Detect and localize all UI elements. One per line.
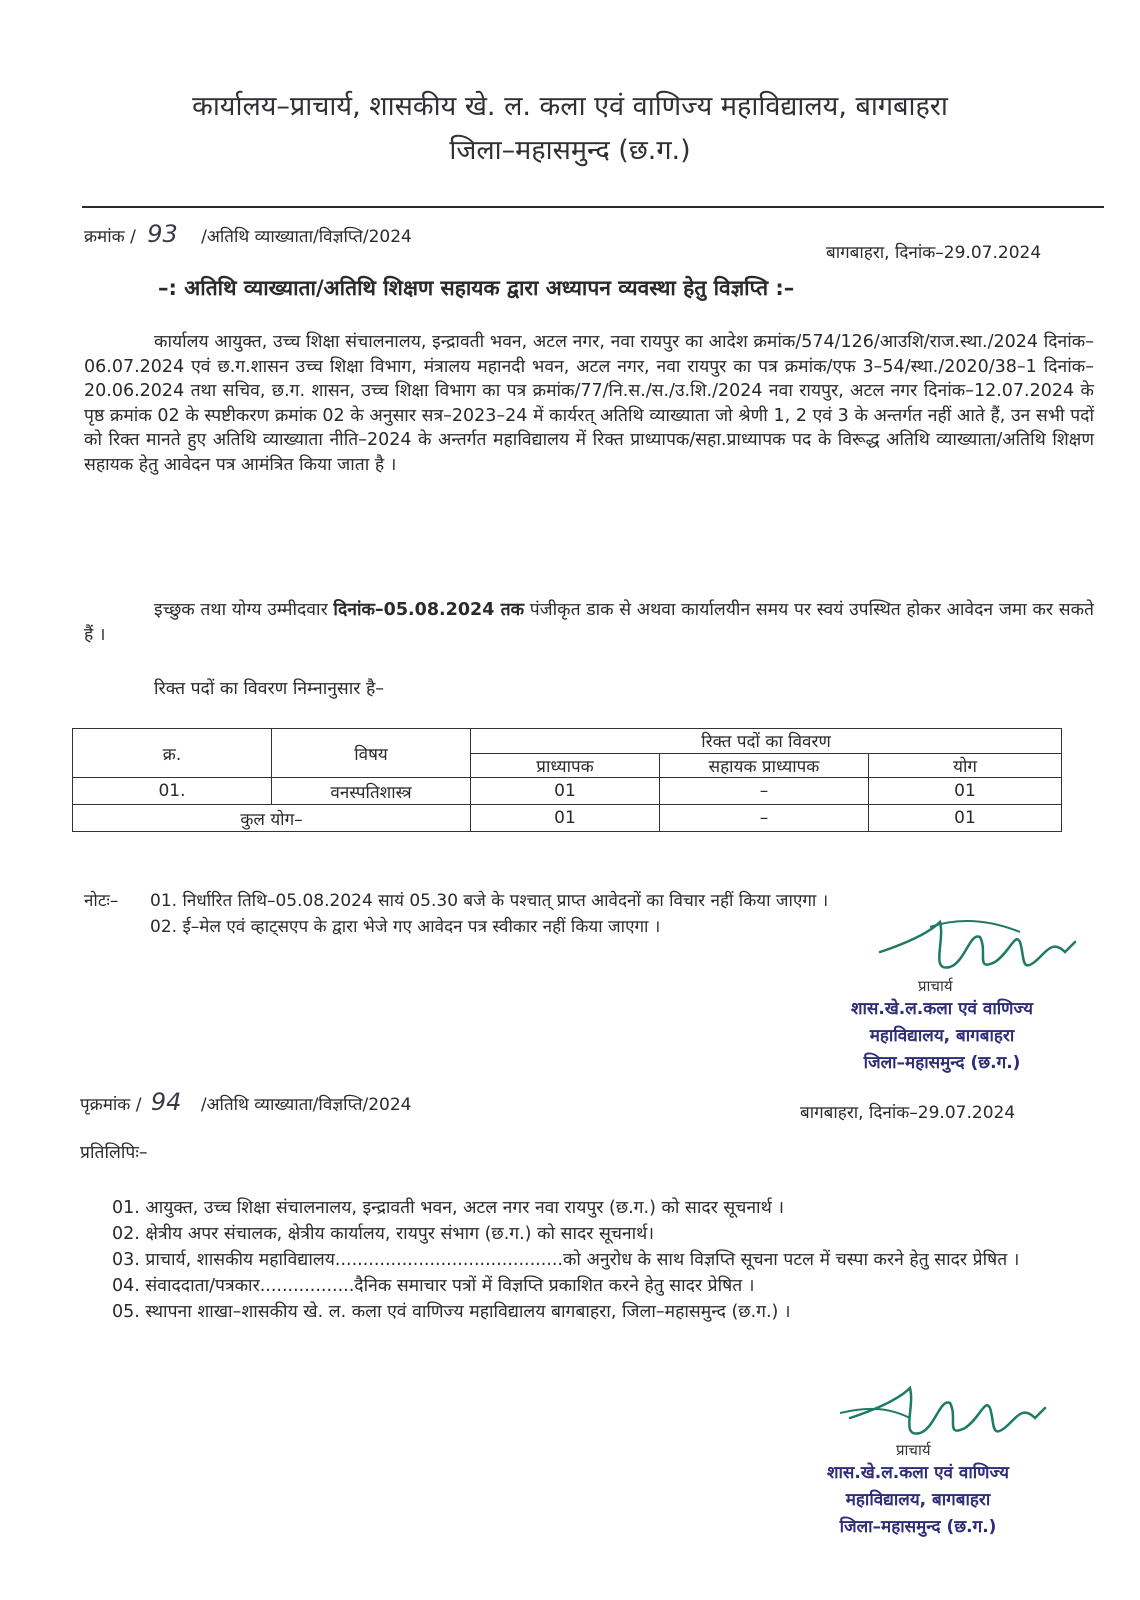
application-deadline-paragraph: इच्छुक तथा योग्य उम्मीदवार दिनांक–05.08.2024 तक पंजीकृत डाक से अथवा कार्यालयीन समय पर स्वयं उपस्थित होकर आवेदन जमा कर सकते हैं । [84,600,1094,645]
header-vacancy-details: रिक्त पदों का विवरण [471,729,1062,754]
ref2-prefix: पृक्रमांक / [80,1095,142,1115]
header-professor: प्राध्यापक [471,753,660,778]
table-total-row [73,805,1062,832]
principal-title: प्राचार्य [896,1441,931,1459]
header-sno: क्र. [73,729,272,778]
ref2-suffix: /अतिथि व्याख्याता/विज्ञप्ति/2024 [200,1095,412,1115]
college-stamp: शास.खे.ल.कला एवं वाणिज्य महाविद्यालय, बागबाहरा जिला–महासमुन्द (छ.ग.) [826,1463,1010,1537]
header-divider [82,206,1104,208]
vacancy-table [72,728,1062,832]
paragraph-1-text: कार्यालय आयुक्त, उच्च शिक्षा संचालनालय, इन्द्रावती भवन, अटल नगर, नवा रायपुर का आदेश क्रमांक/574/126/आउशि/राज.स्था./2024 दिनांक–06.07.2024 एवं छ.ग.शासन उच्च शिक्षा विभाग, मंत्रालय महानदी भवन, अटल नगर, नवा रायपुर का पत्र क्रमांक/एफ 3–54/स्था./2020/38–1 दिनांक–20.06.2024 तथा सचिव, छ.ग. शासन, उच्च शिक्षा विभाग का पत्र क्रमांक/77/नि.स./स./उ.शि./2024 नवा रायपुर, अटल नगर दिनांक–12.07.2024 के पृष्ठ क्रमांक 02 के स्पष्टीकरण क्रमांक 02 के अनुसार सत्र–2023–24 में कार्यरत् अतिथि व्याख्याता जो श्रेणी 1, 2 एवं 3 के अन्तर्गत नहीं आते हैं, उन सभी पदों को रिक्त मानते हुए अतिथि व्याख्याता नीति–2024 के अन्तर्गत महाविद्यालय में रिक्त प्राध्यापक/सहा.प्राध्यापक पद के विरूद्ध अतिथि व्याख्याता/अतिथि शिक्षण सहायक हेतु आवेदन पत्र आमंत्रित किया जाता है । [84,332,1094,475]
college-stamp: शास.खे.ल.कला एवं वाणिज्य महाविद्यालय, बागबाहरा जिला–महासमुन्द (छ.ग.) [850,999,1034,1073]
total-professor: 01 [471,805,660,832]
deadline-date: दिनांक–05.08.2024 तक [333,600,525,620]
note-item: 02. ई–मेल एवं व्हाट्सएप के द्वारा भेजे गए आवेदन पत्र स्वीकार नहीं किया जाएगा । [150,917,661,937]
header-subject: विषय [272,729,471,778]
list-item: 05. स्थापना शाखा–शासकीय खे. ल. कला एवं वाणिज्य महाविद्यालय बागबाहरा, जिला–महासमुन्द (छ.ग.) । [112,1302,791,1322]
endorsement-number-line [80,1088,411,1116]
copy-to-label: प्रतिलिपिः– [80,1143,148,1163]
header-assistant-professor: सहायक प्राध्यापक [660,753,869,778]
office-header-line1: कार्यालय–प्राचार्य, शासकीय खे. ल. कला एवं वाणिज्य महाविद्यालय, बागबाहरा [192,91,948,122]
total-assistant-professor: – [660,805,869,832]
note-label: नोटः– [84,891,119,911]
ref-date: बागबाहरा, दिनांक–29.07.2024 [826,243,1042,263]
ref-suffix: /अतिथि व्याख्याता/विज्ञप्ति/2024 [201,227,412,247]
row-professor: 01 [471,778,660,805]
ref2-number: 94 [150,1088,182,1116]
ref2-date: बागबाहरा, दिनांक–29.07.2024 [800,1103,1016,1123]
note-item: 01. निर्धारित तिथि–05.08.2024 सायं 05.30 बजे के पश्चात् प्राप्त आवेदनों का विचार नहीं किया जाएगा । [150,891,829,911]
office-header-line2: जिला–महासमुन्द (छ.ग.) [449,135,691,166]
row-subject: वनस्पतिशास्त्र [272,778,471,805]
notice-body-paragraph [84,330,1094,478]
row-sno: 01. [73,778,272,805]
list-item: 01. आयुक्त, उच्च शिक्षा संचालनालय, इन्द्रावती भवन, अटल नगर नवा रायपुर (छ.ग.) को सादर सूचनार्थ । [112,1198,784,1218]
principal-signature [870,912,1100,1002]
header-total: योग [869,753,1062,778]
total-total: 01 [869,805,1062,832]
row-total: 01 [869,778,1062,805]
list-item: 04. संवाददाता/पत्रकार.................दैनिक समाचार पत्रों में विज्ञप्ति प्रकाशित करने हेतु सादर प्रेषित । [112,1276,755,1296]
vacancy-intro: रिक्त पदों का विवरण निम्नानुसार है– [154,679,385,699]
total-label: कुल योग– [73,805,471,832]
row-assistant-professor: – [660,778,869,805]
copy-to-list [112,1196,1072,1326]
ref-prefix: क्रमांक / [84,227,136,247]
reference-number-line [84,220,412,248]
principal-title: प्राचार्य [918,977,953,995]
principal-signature [840,1378,1070,1468]
table-header-row [73,729,1062,754]
list-item: 03. प्राचार्य, शासकीय महाविद्यालय.........................................को अनुरोध के साथ विज्ञप्ति सूचना पटल में चस्पा करने हेतु सादर प्रेषित । [112,1250,1020,1270]
list-item: 02. क्षेत्रीय अपर संचालक, क्षेत्रीय कार्यालय, रायपुर संभाग (छ.ग.) को सादर सूचनार्थ। [112,1224,654,1244]
notice-subject: –: अतिथि व्याख्याता/अतिथि शिक्षण सहायक द्वारा अध्यापन व्यवस्था हेतु विज्ञप्ति :– [158,276,795,300]
ref-number: 93 [147,220,178,248]
table-row [73,778,1062,805]
